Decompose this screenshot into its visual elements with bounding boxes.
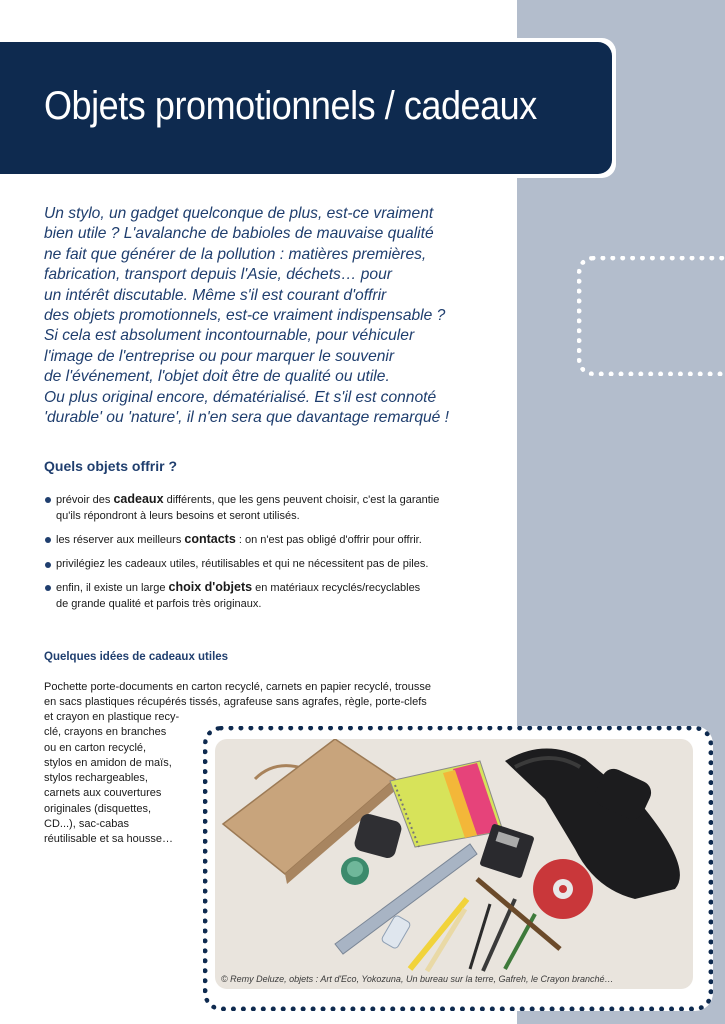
intro-line: bien utile ? L'avalanche de babioles de mauvaise qualité — [44, 225, 434, 243]
sub-heading: Quelques idées de cadeaux utiles — [44, 651, 229, 663]
bullet-item — [44, 557, 484, 573]
ideas-paragraph-narrow — [44, 710, 194, 848]
cd-icon — [533, 859, 593, 919]
ideas-line: Pochette porte-documents en carton recyclé, carnets en papier recyclé, trousse — [44, 681, 432, 693]
intro-line: de l'événement, l'objet doit être de qualité ou utile. — [44, 368, 390, 386]
notebook-icon — [390, 761, 503, 847]
ideas-line: réutilisable et sa housse… — [44, 833, 174, 846]
bullet-text: en matériaux recyclés/recyclables — [252, 582, 421, 594]
intro-line: un intérêt discutable. Même s'il est courant d'offrir — [44, 286, 387, 304]
ideas-line: CD...), sac-cabas — [44, 818, 129, 831]
ideas-line: stylos en amidon de maïs, — [44, 756, 172, 769]
ideas-line: et crayon en plastique recy- — [44, 711, 180, 723]
intro-line: fabrication, transport depuis l'Asie, déchets… pour — [44, 266, 392, 284]
ideas-line: stylos rechargeables, — [44, 772, 148, 785]
bullet-list — [44, 492, 484, 620]
ideas-line: originales (disquettes, — [44, 802, 152, 815]
intro-line: ne fait que générer de la pollution : matières premières, — [44, 245, 427, 263]
bullet-bold: cadeaux — [113, 492, 164, 506]
bag-icon — [505, 748, 680, 899]
product-photo — [215, 739, 693, 989]
intro-line: des objets promotionnels, est-ce vraiment indispensable ? — [44, 307, 446, 325]
bullet-text: : on n'est pas obligé d'offrir pour offrir. — [235, 534, 422, 546]
bullet-text: différents, que les gens peuvent choisir, c'est la garantie — [163, 494, 440, 506]
section-heading: Quels objets offrir ? — [44, 458, 178, 474]
title-banner — [0, 42, 612, 174]
product-illustration — [215, 739, 693, 989]
intro-line: l'image de l'entreprise ou pour marquer le souvenir — [44, 347, 395, 365]
intro-line: Ou plus original encore, dématérialisé. Et s'il est connoté — [44, 388, 437, 406]
ideas-line: en sacs plastiques récupérés tissés, agrafeuse sans agrafes, règle, porte-clefs — [44, 696, 427, 709]
bullet-text: privilégiez les cadeaux utiles, réutilisables et qui ne nécessitent pas de piles. — [56, 557, 429, 570]
bullet-text: enfin, il existe un large — [56, 582, 169, 594]
bullet-item — [44, 492, 484, 524]
folder-icon — [223, 739, 397, 884]
bullet-text: prévoir des — [56, 494, 114, 506]
photo-caption: © Remy Deluze, objets : Art d'Eco, Yokozuna, Un bureau sur la terre, Gafreh, le Crayon branché… — [221, 974, 614, 984]
bullet-item — [44, 532, 484, 549]
bullet-text: les réserver aux meilleurs — [56, 534, 185, 546]
ideas-line: carnets aux couvertures — [44, 787, 162, 800]
bullet-bold: contacts — [184, 532, 236, 546]
ideas-line: ou en carton recyclé, — [44, 741, 147, 754]
bullet-item — [44, 580, 484, 612]
ideas-paragraph — [44, 680, 464, 711]
decorative-dotted-frame — [577, 256, 725, 376]
intro-line: 'durable' ou 'nature', il n'en sera que davantage remarqué ! — [44, 409, 449, 427]
bullet-text: de grande qualité et parfois très originaux. — [56, 597, 262, 610]
ideas-line: clé, crayons en branches — [44, 726, 167, 739]
intro-line: Si cela est absolument incontournable, pour véhiculer — [44, 327, 415, 345]
intro-line: Un stylo, un gadget quelconque de plus, est-ce vraiment — [44, 205, 434, 222]
page-title: Objets promotionnels / cadeaux — [44, 84, 537, 128]
intro-paragraph — [44, 204, 504, 428]
bullet-bold: choix d'objets — [168, 580, 253, 594]
bullet-text: qu'ils répondront à leurs besoins et seront utilisés. — [56, 509, 300, 522]
